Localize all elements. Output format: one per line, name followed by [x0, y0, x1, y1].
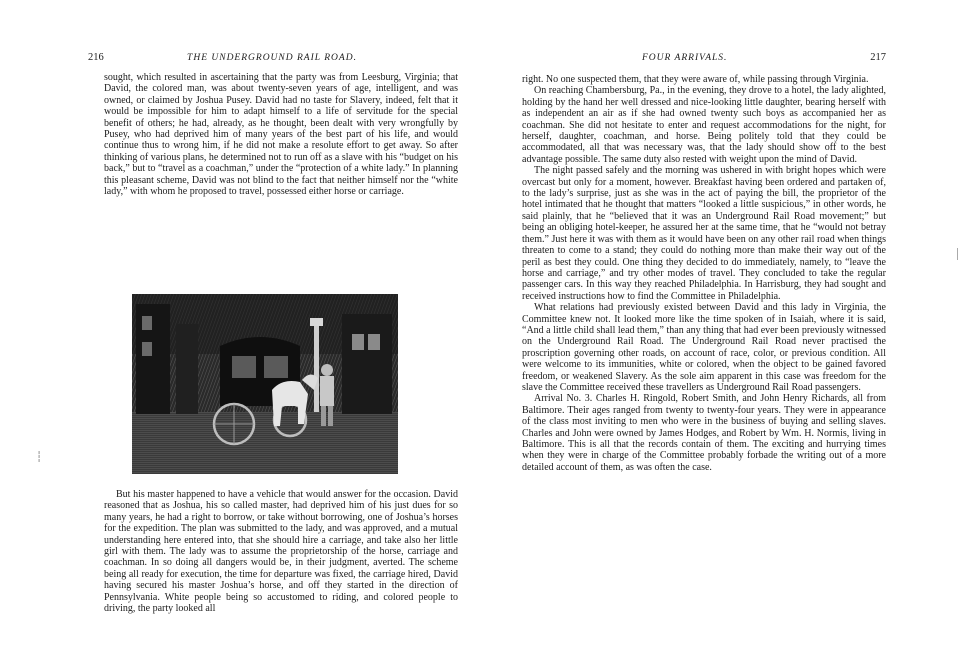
right-page	[522, 52, 886, 473]
left-top-text	[104, 72, 458, 197]
carriage-engraving	[132, 294, 398, 474]
carriage-illustration	[132, 294, 398, 474]
right-paragraph-5: Arrival No. 3. Charles H. Ringold, Robert Smith, and John Henry Richards, all from Baltimore. Their ages ranged from twenty to twenty-four years. They were in appearance of the class most inviting to men who were in the business of buying and selling slaves. Charles and John were owned by James Hodges, and Robert by Wm. H. Normis, living in Baltimore. This is all that the records contain of them. The exciting and hurrying times when they were in charge of the Committee probably forbade the writing out of a more detailed account of them, as was often the case.	[522, 393, 886, 473]
right-page-number: 217	[870, 52, 886, 63]
left-running-head	[86, 52, 458, 68]
left-page-number: 216	[88, 52, 104, 63]
right-paragraph-4: What relations had previously existed between David and this lady in Virginia, the Committee knew not. It looked more like the time spoken of in Isaiah, where it is said, “And a little child shall lead them,” than any thing that had ever been previously witnessed on the Underground Rail Road. The Underground Rail Road never practised the proscription governing other roads, on account of race, color, or previous condition. All were welcome to its immunities, white or colored, when the object to be gained favored freedom, or weakened Slavery. As the sole aim apparent in this case was freedom for the slave the Committee received these travellers as Underground Rail Road passengers.	[522, 302, 886, 393]
left-bottom-text	[104, 489, 458, 614]
right-paragraph-2: On reaching Chambersburg, Pa., in the evening, they drove to a hotel, the lady alighted, holding by the hand her well dressed and nice-looking little daughter, bearing herself with as independent an air as if she had owned twenty such boys as accompanied her as coachman. She did not hesitate to enter and request accommodations for the night, for herself, daughter, coachman, and horse. Being politely told that they could be accommodated, all that was necessary was, that the lady should show off to the best advantage possible. The same duty also rested with weight upon the mind of David.	[522, 85, 886, 165]
left-top-paragraph: sought, which resulted in ascertaining that the party was from Leesburg, Virginia; that David, the colored man, was about twenty-seven years of age, intelligent, and was owned, or claimed by Joshua Pusey. David had no taste for Slavery, indeed, felt that it would be impossible for him to adapt himself to a life of servitude for the special benefit of others; he had, already, as he thought, been dealt with very wrongfully by Pusey, who had deprived him of many years of the best part of his life, and would continue thus to wrong him, if he did not make a resolute effort to get away. So after thinking of various plans, he determined not to run off as a slave with his “budget on his back,” but to “travel as a coachman,” under the “protection of a white lady.” In planning this pleasant scheme, David was not blind to the fact that neither himself nor the “white lady,” with whom he proposed to travel, possessed either horse or carriage.	[104, 72, 458, 198]
left-page	[86, 52, 458, 615]
right-body-text	[522, 74, 886, 473]
margin-mark-right	[957, 248, 958, 260]
left-running-title: THE UNDERGROUND RAIL ROAD.	[187, 53, 357, 63]
left-bottom-paragraph: But his master happened to have a vehicle that would answer for the occasion. David reasoned that as Joshua, his so called master, had deprived him of his just dues for so many years, he had a right to borrow, or take without borrowing, one of Joshua’s horses for the expedition. The plan was submitted to the lady, and was approved, and a mutual understanding here entered into, that she should hire a carriage, and take also her little girl with them. The lady was to assume the proprietorship of the horse, carriage and coachman. In so doing all dangers would be, in their judgment, averted. The scheme being all ready for execution, the time for departure was fixed, the carriage hired, David having secured his master Joshua’s horse, and off they started in the direction of Pennsylvania. White people being so accustomed to riding, and colored people to driving, the party looked all	[104, 489, 458, 615]
margin-mark-left: ┆	[36, 452, 43, 463]
right-running-head	[522, 52, 886, 68]
right-paragraph-1: right. No one suspected them, that they were aware of, while passing through Virginia.	[522, 74, 869, 85]
right-paragraph-3: The night passed safely and the morning was ushered in with bright hopes which were overcast but only for a moment, however. Breakfast having been ordered and partaken of, to the lady’s surprise, just as she was in the act of paying the bill, the proprietor of the hotel intimated that he thought that matters “looked a little suspicious,” in other words, he said plainly, that he “believed that it was an Underground Rail Road movement;” but being an obliging hotel-keeper, he assured her at the same time, that he “would not betray them.” Just here it was with them as it would have been on any other rail road when things threaten to come to a stand; they could do nothing more than make their way out of the peril as best they could. One thing they decided to do immediately, namely, to “leave the horse and carriage,” and try other modes of travel. They concluded to take the regular passenger cars. In this way they reached Philadelphia. In Harrisburg, they had sought and received instructions how to find the Committee in Philadelphia.	[522, 165, 886, 302]
right-running-title: FOUR ARRIVALS.	[642, 53, 728, 63]
